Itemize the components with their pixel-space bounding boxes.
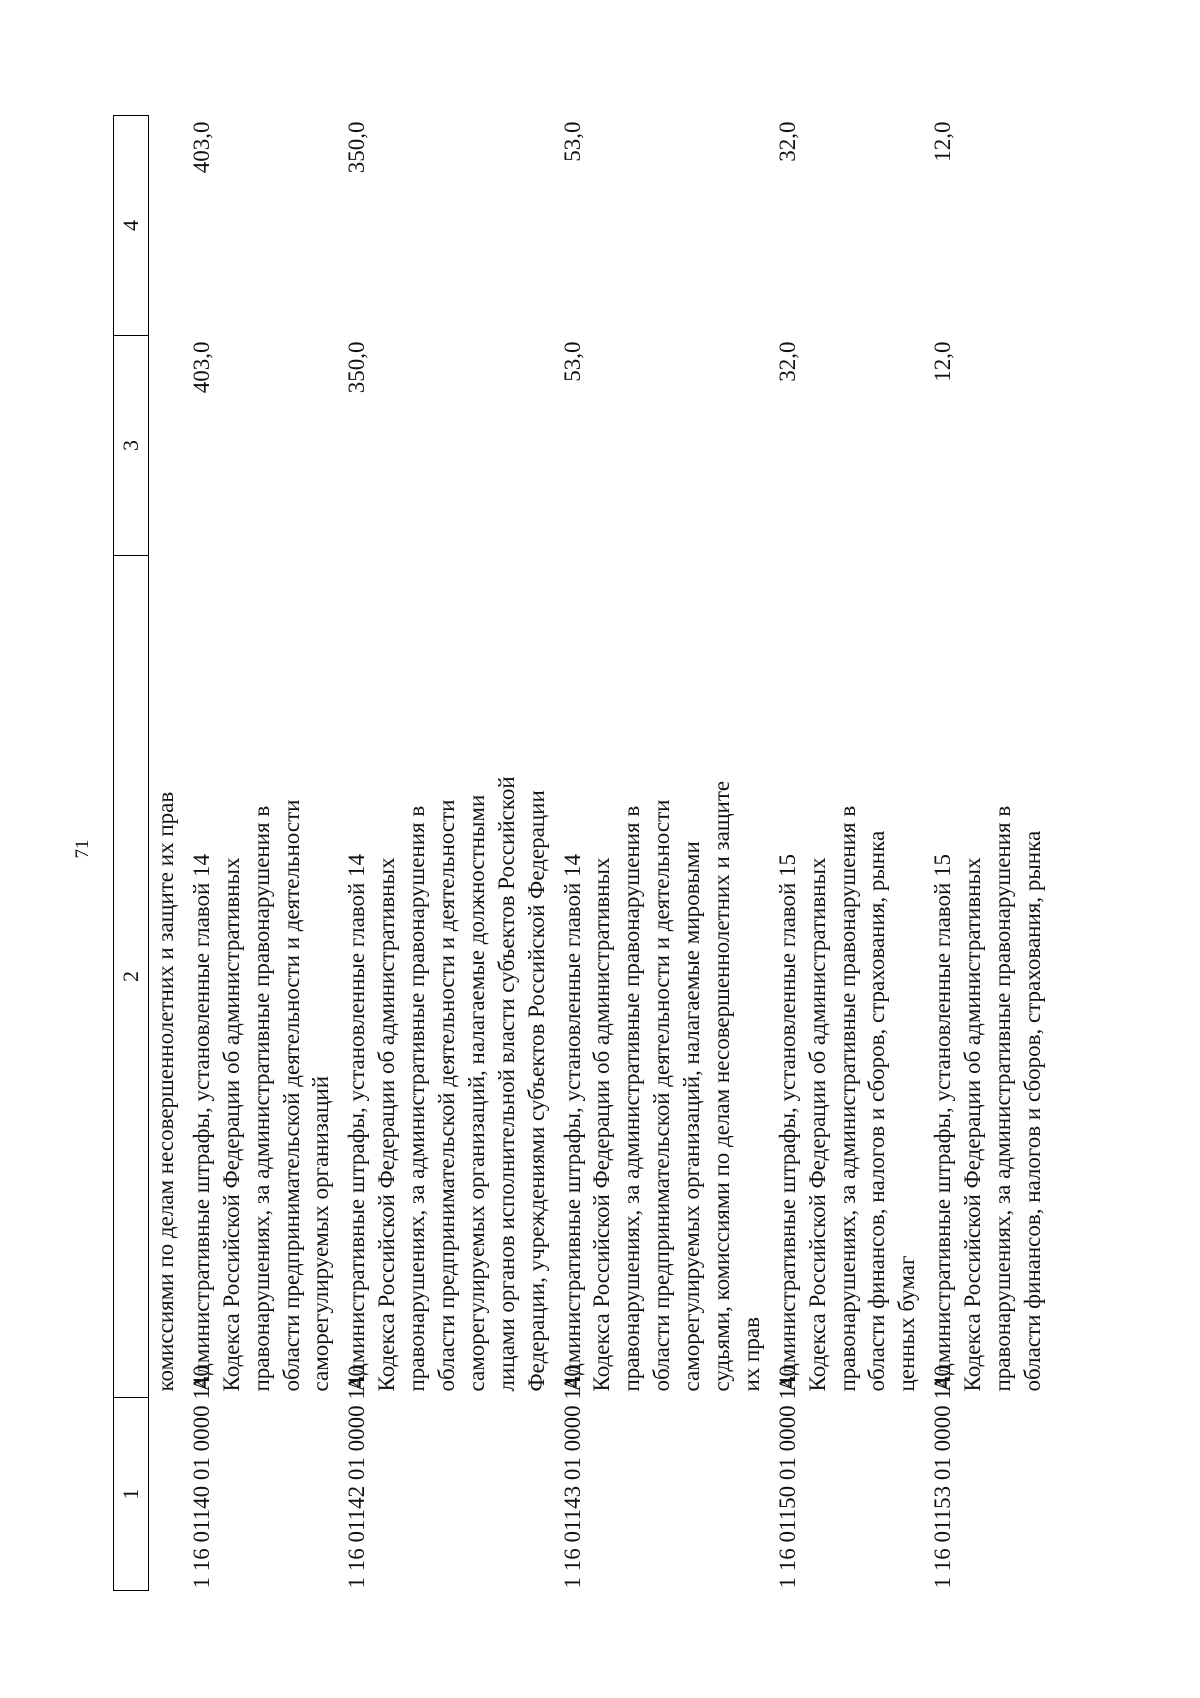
description — [336, 556, 551, 1398]
description-line: области финансов, налогов и сборов, страхования, рынка — [864, 830, 890, 1392]
description-line: Кодекса Российской Федерации об административных — [589, 857, 615, 1392]
description — [767, 556, 922, 1398]
continuation-row — [149, 116, 181, 1591]
budget-code: 1 16 01142 01 0000 140 — [344, 1365, 370, 1589]
table-body — [149, 116, 1048, 1591]
amount-col-4: 53,0 — [559, 121, 585, 162]
description-line: саморегулируемых организаций — [308, 1075, 334, 1392]
description-line: саморегулируемых организаций, налагаемые мировыми — [679, 841, 705, 1392]
description-line: правонарушениях, за административные правонарушения в — [404, 805, 430, 1392]
amount-col-3: 53,0 — [559, 341, 585, 382]
table-row — [922, 116, 1048, 1591]
description-line: лицами органов исполнительной власти субъектов Российской — [493, 776, 519, 1392]
description-line: Федерации, учреждениями субъектов Российской Федерации — [523, 790, 549, 1392]
amount-col-3: 12,0 — [930, 341, 956, 382]
table-row — [767, 116, 922, 1591]
header-col-2: 2 — [114, 556, 149, 1398]
amount-col-3: 350,0 — [344, 341, 370, 394]
budget-table — [113, 115, 1048, 1591]
table-row — [181, 116, 336, 1591]
description-line: Кодекса Российской Федерации об административных — [960, 857, 986, 1392]
description-line: ценных бумаг — [894, 1255, 920, 1392]
budget-code: 1 16 01153 01 0000 140 — [930, 1365, 956, 1589]
description-line: правонарушениях, за административные правонарушения в — [834, 805, 860, 1392]
description-line: правонарушениях, за административные правонарушения в — [619, 805, 645, 1392]
description-line: Административные штрафы, установленные главой 15 — [774, 853, 800, 1392]
description-line: судьями, комиссиями по делам несовершеннолетних и защите — [709, 780, 735, 1392]
description-line: Кодекса Российской Федерации об административных — [218, 857, 244, 1392]
description-line: Административные штрафы, установленные главой 14 — [559, 853, 585, 1392]
table-row — [552, 116, 767, 1591]
header-col-1: 1 — [114, 1398, 149, 1591]
amount-col-4: 403,0 — [188, 121, 214, 174]
amount-col-4: 12,0 — [930, 121, 956, 162]
description-line: Административные штрафы, установленные главой 14 — [344, 853, 370, 1392]
description-line: саморегулируемых организаций, налагаемые должностными — [463, 794, 489, 1392]
description-line: Кодекса Российской Федерации об административных — [374, 857, 400, 1392]
description-line: области предпринимательской деятельности и деятельности — [278, 799, 304, 1392]
budget-code: 1 16 01140 01 0000 140 — [188, 1365, 214, 1589]
description-line: области предпринимательской деятельности и деятельности — [649, 799, 675, 1392]
description — [922, 556, 1048, 1398]
amount-col-4: 32,0 — [774, 121, 800, 162]
table-header — [114, 116, 149, 1591]
table-row — [336, 116, 551, 1591]
description — [181, 556, 336, 1398]
amount-col-4: 350,0 — [344, 121, 370, 174]
description-line: Административные штрафы, установленные главой 15 — [930, 853, 956, 1392]
description-line: правонарушениях, за административные правонарушения в — [990, 805, 1016, 1392]
page-number: 71 — [72, 839, 93, 859]
description-line: их прав — [738, 1317, 764, 1392]
amount-col-3: 32,0 — [774, 341, 800, 382]
description-line: области финансов, налогов и сборов, страхования, рынка — [1019, 830, 1045, 1392]
description-line: области предпринимательской деятельности и деятельности — [434, 799, 460, 1392]
header-col-4: 4 — [114, 116, 149, 336]
continuation-text: комиссиями по делам несовершеннолетних и защите их прав — [153, 791, 178, 1392]
description-line: правонарушениях, за административные правонарушения в — [248, 805, 274, 1392]
header-col-3: 3 — [114, 336, 149, 556]
amount-col-3: 403,0 — [188, 341, 214, 394]
budget-code: 1 16 01143 01 0000 140 — [559, 1365, 585, 1589]
description-line: Административные штрафы, установленные главой 14 — [188, 853, 214, 1392]
budget-code: 1 16 01150 01 0000 140 — [774, 1365, 800, 1589]
description-line: Кодекса Российской Федерации об административных — [804, 857, 830, 1392]
description — [552, 556, 767, 1398]
